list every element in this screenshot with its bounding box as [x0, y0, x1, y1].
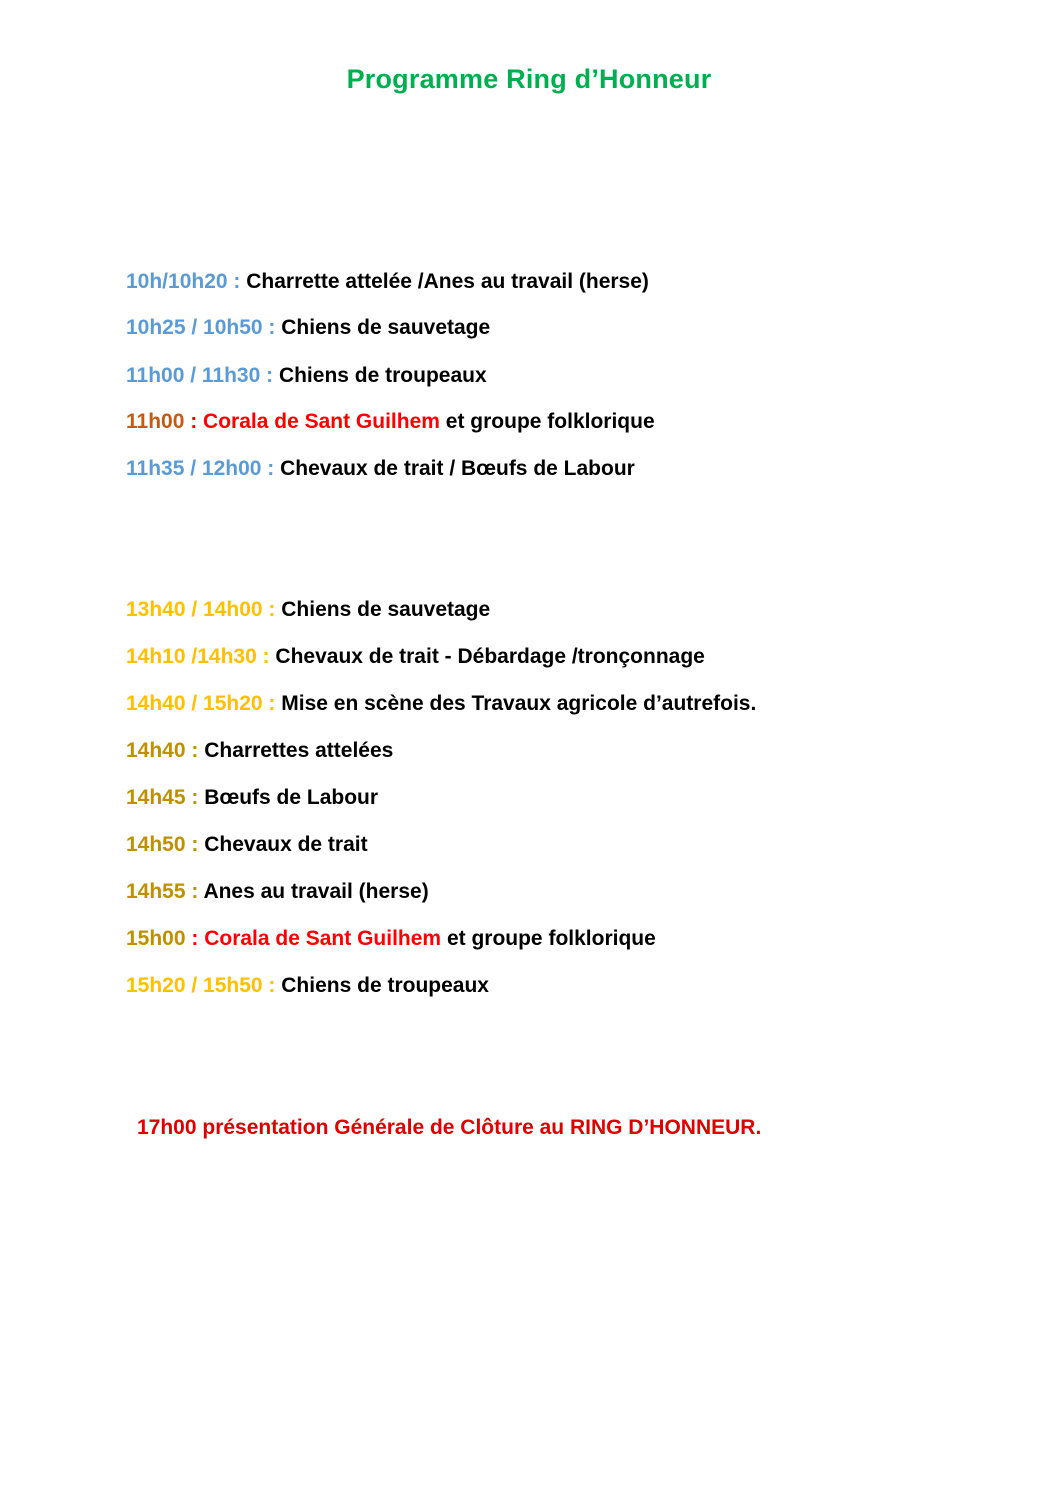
schedule-line: [126, 833, 368, 857]
activity-text: Chevaux de trait - Débardage /tronçonnage: [275, 645, 705, 668]
schedule-line: [126, 880, 429, 904]
time-label: 14h50 :: [126, 833, 205, 856]
activity-text: Mise en scène des Travaux agricole d’autrefois.: [281, 692, 757, 715]
schedule-line: [126, 457, 635, 481]
schedule-line: [126, 739, 393, 763]
activity-text: Chevaux de trait: [204, 833, 368, 856]
time-label: 14h55 :: [126, 880, 204, 903]
schedule-line: [126, 598, 490, 622]
time-label: 14h45 :: [126, 786, 205, 809]
time-label: 11h00: [126, 410, 185, 433]
activity-text: Chiens de troupeaux: [281, 974, 489, 997]
performer-text: : Corala de Sant Guilhem: [184, 410, 440, 433]
time-label: 15h20 / 15h50 :: [126, 974, 282, 997]
time-label: 14h40 :: [126, 739, 205, 762]
activity-text: Chiens de troupeaux: [278, 364, 487, 387]
activity-text: Charrette attelée /Anes au travail (herse): [246, 270, 649, 293]
time-label: 10h25 / 10h50 :: [126, 316, 282, 339]
time-label: 13h40 / 14h00 :: [126, 598, 282, 621]
activity-text: et groupe folklorique: [439, 410, 655, 433]
activity-text: Charrettes attelées: [204, 739, 394, 762]
activity-text: Bœufs de Labour: [204, 786, 379, 809]
schedule-line: [126, 786, 378, 810]
performer-text: : Corala de Sant Guilhem: [185, 927, 442, 950]
activity-text: et groupe folklorique: [441, 927, 656, 950]
schedule-line: [126, 270, 649, 294]
time-label: 15h00: [126, 927, 186, 950]
time-label: 10h/10h20 :: [126, 270, 247, 293]
time-label: 14h10 /14h30 :: [126, 645, 276, 668]
activity-text: Anes au travail (herse): [203, 880, 429, 903]
time-label: 11h35 / 12h00 :: [126, 457, 281, 480]
closing-announcement: 17h00 présentation Générale de Clôture au RING D’HONNEUR.: [137, 1116, 762, 1139]
page-title: Programme Ring d’Honneur: [346, 64, 712, 94]
schedule-line: [126, 316, 490, 340]
activity-text: Chiens de sauvetage: [281, 598, 491, 621]
schedule-line: [126, 364, 487, 388]
schedule-line: [126, 410, 655, 434]
schedule-line: [126, 974, 489, 998]
time-label: 14h40 / 15h20 :: [126, 692, 282, 715]
time-label: 11h00 / 11h30 :: [126, 364, 279, 387]
activity-text: Chevaux de trait / Bœufs de Labour: [280, 457, 635, 480]
schedule-line: [126, 927, 656, 951]
activity-text: Chiens de sauvetage: [281, 316, 491, 339]
schedule-line: [126, 645, 705, 669]
schedule-line: [126, 692, 756, 716]
